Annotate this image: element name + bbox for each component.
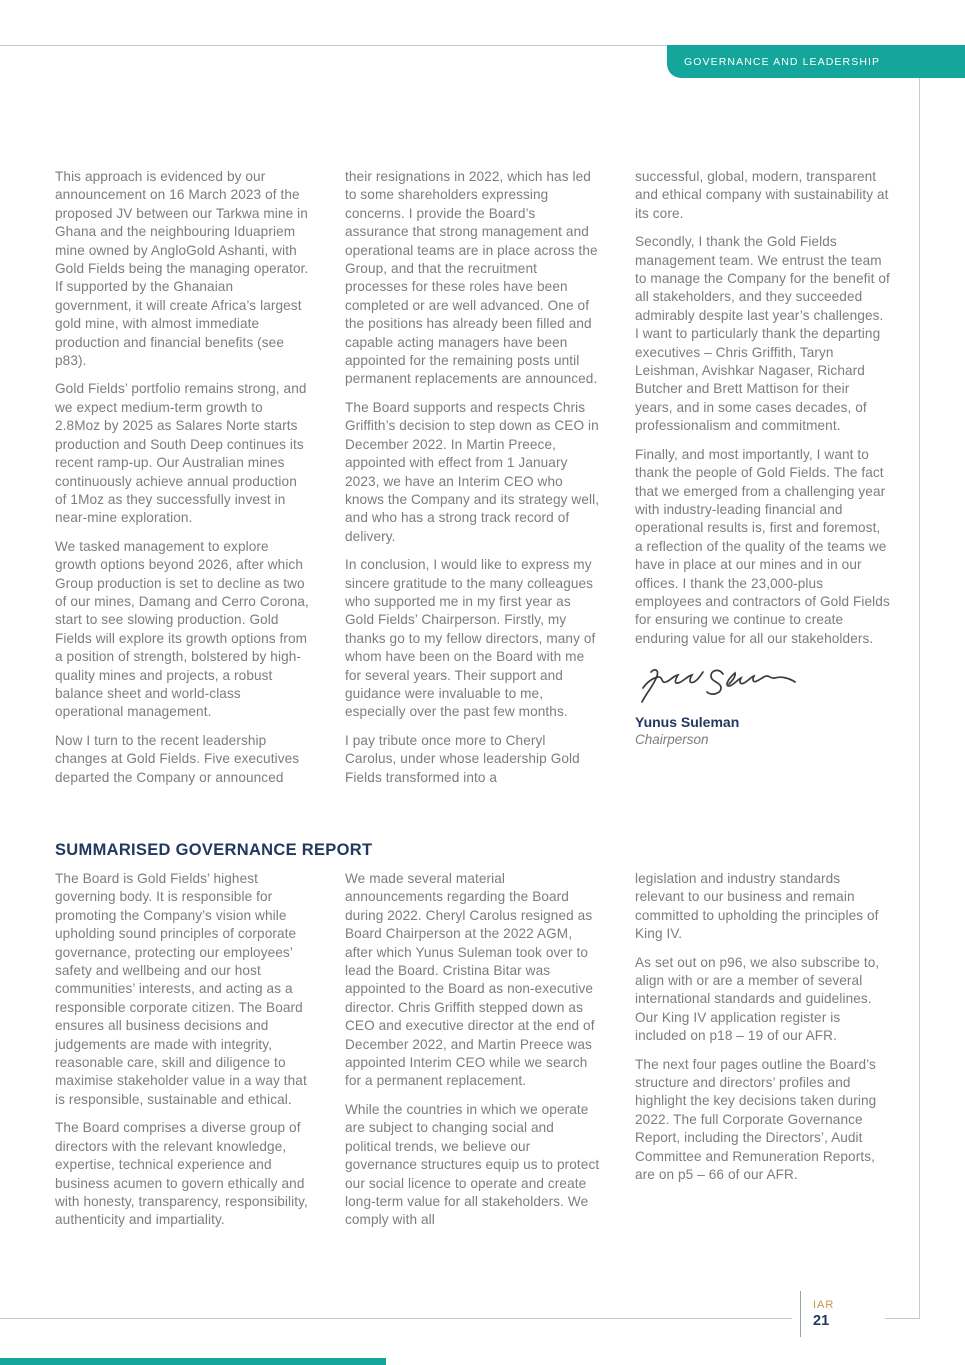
paragraph: successful, global, modern, transparent and ethical company with sustainability at its core. bbox=[635, 169, 889, 221]
chairperson-letter bbox=[55, 168, 890, 797]
paragraph: This approach is evidenced by our announcement on 16 March 2023 of the proposed JV between our Tarkwa mine in Ghana and the neighbouring Iduapriem mine owned by AngloGold Ashanti, with Gold Fields being the managing operator. If supported by the Ghanaian government, it will create Africa’s largest gold mine, with almost immediate production and financial benefits (see p83). bbox=[55, 169, 309, 369]
paragraph: Finally, and most importantly, I want to thank the people of Gold Fields. The fact that we emerged from a challenging year with industry-leading financial and operational results is, first and foremost, a reflection of the quality of the teams we have in place at our mines and in our offices. I thank the 23,000-plus employees and contractors of Gold Fields for ensuring we continue to create enduring value for all our stakeholders. bbox=[635, 446, 890, 646]
paragraph: The next four pages outline the Board’s structure and directors’ profiles and highlight the key decisions taken during 2022. The full Corporate Governance Report, including the Directors’, Audit Committee and Remuneration Reports, are on p5 – 66 of our AFR. bbox=[635, 1056, 877, 1183]
signatory-name: Yunus Suleman bbox=[635, 714, 740, 731]
letter-column-3 bbox=[635, 168, 890, 797]
governance-column-3 bbox=[635, 870, 890, 1240]
report-code: IAR bbox=[813, 1299, 835, 1311]
paragraph: their resignations in 2022, which has led to some shareholders expressing concerns. I provide the Board’s assurance that strong management and operational teams are in place across the Group, and that the recruitment processes for these roles have been completed or are well advanced. One of the positions has already been filled and capable acting managers have been appointed for the remaining posts until permanent replacements are announced. bbox=[345, 169, 598, 387]
paragraph: We tasked management to explore growth options beyond 2026, after which Group production is set to decline as two of our mines, Damang and Cerro Corona, start to see slowing production. Gold Fields will explore its growth options from a position of strength, bolstered by high-quality mines and projects, a robust balance sheet and world-class operational management. bbox=[55, 538, 309, 720]
section-tab bbox=[667, 45, 965, 78]
bottom-rule bbox=[0, 1318, 792, 1319]
paragraph: The Board supports and respects Chris Griffith’s decision to step down as CEO in December 2022. In Martin Preece, appointed with effect from 1 January 2023, we have an Interim CEO who knows the Company and its strategy well, and who has a strong track record of delivery. bbox=[345, 399, 600, 544]
page-number: 21 bbox=[813, 1313, 830, 1329]
paragraph: Now I turn to the recent leadership changes at Gold Fields. Five executives departed the Company or announced bbox=[55, 732, 300, 785]
paragraph: The Board comprises a diverse group of directors with the relevant knowledge, expertise, technical experience and business acumen to govern ethically and with honesty, transparency, responsibility, authenticity and impartiality. bbox=[55, 1120, 308, 1228]
chairperson-signature-icon bbox=[637, 658, 807, 710]
bottom-accent-bar bbox=[0, 1358, 386, 1365]
right-border-rule bbox=[885, 78, 920, 1319]
signatory-title: Chairperson bbox=[635, 732, 709, 748]
signature-block bbox=[635, 658, 890, 747]
governance-column-2 bbox=[345, 870, 600, 1240]
governance-column-1 bbox=[55, 870, 310, 1240]
letter-column-1 bbox=[55, 168, 310, 797]
paragraph: While the countries in which we operate are subject to changing social and political trends, we believe our governance structures equip us to protect our social licence to operate and create long-term value for all stakeholders. We comply with all bbox=[345, 1101, 600, 1228]
paragraph: We made several material announcements regarding the Board during 2022. Cheryl Carolus resigned as Board Chairperson at the 2022 AGM, after which Yunus Suleman took over to lead the Board. Cristina Bitar was appointed to the Board as non-executive director. Chris Griffith stepped down as CEO and executive director at the end of December 2022, and Martin Preece was appointed Interim CEO while we search for a permanent replacement. bbox=[345, 871, 595, 1089]
paragraph: In conclusion, I would like to express my sincere gratitude to the many colleagues who supported me in my first year as Gold Fields’ Chairperson. Firstly, my thanks go to my fellow directors, many of whom have been on the Board with me for several years. Their support and guidance were invaluable to me, especially over the past few months. bbox=[345, 557, 596, 720]
paragraph: Secondly, I thank the Gold Fields management team. We entrust the team to manage the Company for the benefit of all stakeholders, and they succeeded admirably despite last year’s challenges. I want to particularly thank the departing executives – Chris Griffith, Taryn Leishman, Avishkar Nagaser, Richard Butcher and Brett Mattison for their years, and in some cases decades, of professionalism and commitment. bbox=[635, 234, 890, 434]
section-tab-label: GOVERNANCE AND LEADERSHIP bbox=[684, 55, 881, 68]
governance-report bbox=[55, 870, 890, 1240]
top-rule bbox=[0, 45, 668, 46]
paragraph: The Board is Gold Fields’ highest governing body. It is responsible for promoting the Company’s vision while upholding sound principles of corporate governance, protecting our employees’ safety and wellbeing and our host communities’ interests, and acting as a responsible corporate citizen. The Board ensures all business decisions and judgements are made with integrity, reasonable care, skill and diligence to maximise stakeholder value in a way that is responsible, sustainable and ethical. bbox=[55, 871, 307, 1107]
letter-column-2 bbox=[345, 168, 600, 797]
paragraph: legislation and industry standards relevant to our business and remain committed to upholding the principles of King IV. bbox=[635, 871, 879, 942]
paragraph: As set out on p96, we also subscribe to, align with or are a member of several international standards and guidelines. Our King IV application register is included on p18 – 19 of our AFR. bbox=[635, 954, 880, 1044]
governance-report-heading: SUMMARISED GOVERNANCE REPORT bbox=[55, 841, 373, 859]
paragraph: Gold Fields’ portfolio remains strong, and we expect medium-term growth to 2.8Moz by 2025 as Salares Norte starts production and South Deep continues its recent ramp-up. Our Australian mines continuously achieve annual production of 1Moz as they successfully invest in near-mine exploration. bbox=[55, 381, 307, 526]
page-footer bbox=[800, 1291, 834, 1337]
paragraph: I pay tribute once more to Cheryl Carolus, under whose leadership Gold Fields transformed into a bbox=[345, 732, 580, 785]
